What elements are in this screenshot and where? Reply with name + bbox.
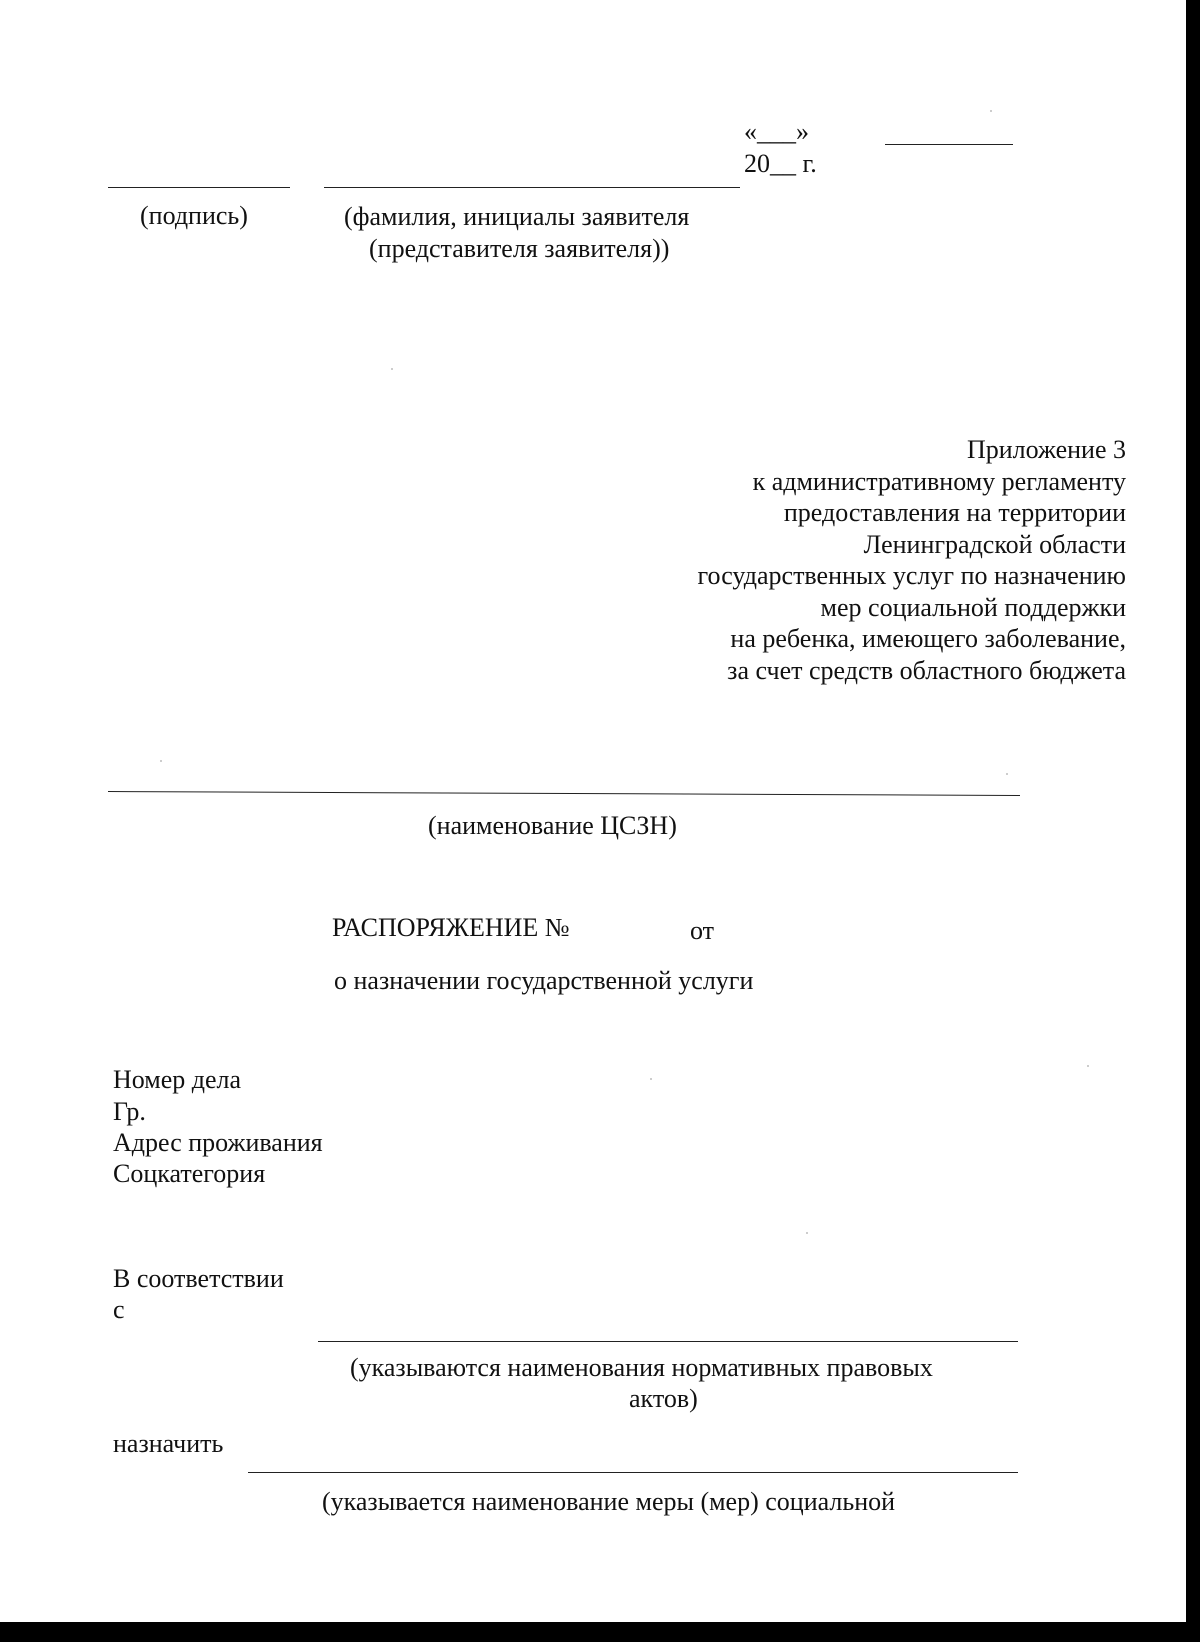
- category-label: Соцкатегория: [113, 1159, 266, 1188]
- appendix-line: предоставления на территории: [783, 498, 1126, 527]
- scan-speck: [1087, 1065, 1089, 1067]
- legal-acts-caption: (указываются наименования нормативных правовых: [350, 1353, 933, 1382]
- assign-label: назначить: [113, 1429, 224, 1458]
- date-month-underline: [885, 144, 1013, 145]
- appendix-line: мер социальной поддержки: [820, 592, 1126, 622]
- appendix-line: за счет средств областного бюджета: [727, 655, 1126, 685]
- applicant-name-underline: [324, 187, 740, 188]
- scan-border-bottom: [0, 1622, 1200, 1642]
- date-year-field: 20__ г.: [744, 149, 817, 178]
- scan-speck: [806, 1232, 808, 1234]
- appendix-line: на ребенка, имеющего заболевание,: [730, 624, 1126, 653]
- scan-speck: [990, 110, 992, 112]
- measure-underline: [248, 1472, 1018, 1473]
- legal-acts-underline: [318, 1341, 1018, 1342]
- scan-speck: [391, 368, 393, 370]
- order-title: РАСПОРЯЖЕНИЕ №: [332, 913, 570, 942]
- appendix-line: государственных услуг по назначению: [697, 561, 1126, 590]
- appendix-line: к административному регламенту: [752, 466, 1126, 496]
- appendix-header: [606, 434, 1126, 686]
- citizen-label: Гр.: [113, 1097, 146, 1126]
- measure-caption: (указывается наименование меры (мер) социальной: [322, 1487, 896, 1516]
- scan-border-right: [1186, 0, 1200, 1642]
- applicant-name-label: (фамилия, инициалы заявителя: [344, 202, 690, 231]
- case-number-label: Номер дела: [113, 1065, 242, 1094]
- order-date-label: от: [690, 916, 715, 945]
- scan-speck: [160, 760, 162, 762]
- date-day-field: «___»: [744, 117, 809, 146]
- accordance-label: В соответствии: [113, 1264, 284, 1293]
- scan-speck: [1006, 773, 1008, 775]
- scan-speck: [650, 1078, 652, 1080]
- applicant-representative-label: (представителя заявителя)): [369, 234, 670, 263]
- appendix-line: Ленинградской области: [863, 529, 1126, 559]
- signature-underline: [108, 187, 290, 188]
- accordance-with-label: с: [113, 1295, 125, 1324]
- order-subtitle: о назначении государственной услуги: [334, 966, 754, 995]
- address-label: Адрес проживания: [113, 1128, 323, 1157]
- signature-label: (подпись): [140, 201, 248, 230]
- legal-acts-caption-continued: актов): [629, 1384, 698, 1413]
- organization-underline: [108, 791, 1020, 796]
- organization-caption: (наименование ЦСЗН): [428, 811, 677, 840]
- appendix-line: Приложение 3: [966, 435, 1126, 464]
